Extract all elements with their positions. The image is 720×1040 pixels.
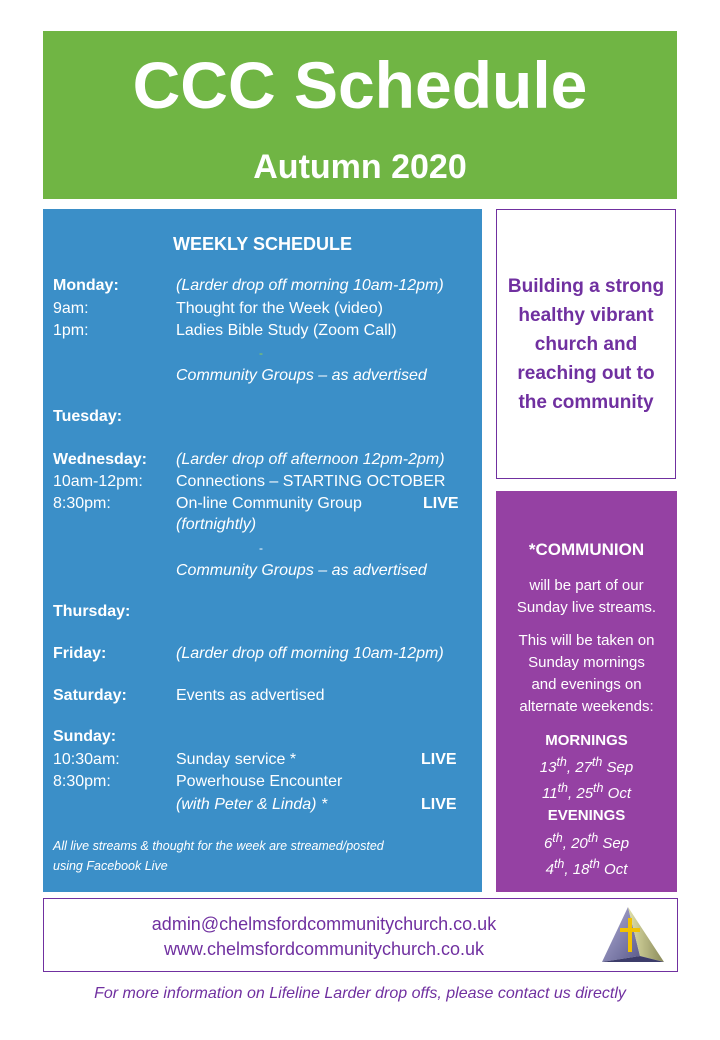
time-label: 8:30pm: [53,495,111,512]
schedule-item [53,471,478,493]
schedule-item [53,794,478,816]
monday-row [53,275,478,297]
evenings-heading: EVENINGS [547,807,626,824]
schedule-item [53,298,478,320]
website-link[interactable]: www.chelmsfordcommunitychurch.co.uk [163,939,485,959]
mornings-dates [496,752,677,804]
text-line: Sunday live streams. [516,599,657,616]
larder-note: (Larder drop off morning 10am-12pm) [176,645,444,662]
live-badge: LIVE [421,751,457,768]
saturday-row [53,685,478,707]
time-label: 10:30am: [53,751,120,768]
event-label: Sunday service * [176,751,297,768]
separator-dash: - [259,541,263,555]
weekly-schedule-heading: WEEKLY SCHEDULE [172,234,353,254]
live-badge: LIVE [421,796,457,813]
event-label: Thought for the Week (video) [176,300,383,317]
event-label: Ladies Bible Study (Zoom Call) [176,322,397,339]
larder-note: (Larder drop off afternoon 12pm-2pm) [176,451,445,468]
event-label: Powerhouse Encounter [176,773,343,790]
livestream-note-line: using Facebook Live [53,859,168,873]
frequency-label: (fortnightly) [176,516,257,533]
mission-statement-box [496,209,676,479]
event-label: Connections – STARTING OCTOBER [176,473,446,490]
day-label: Tuesday: [53,408,123,425]
event-label: (with Peter & Linda) * [176,796,328,813]
text-line: This will be taken on [518,632,655,649]
live-badge: LIVE [423,495,459,512]
event-label: On-line Community Group [176,495,362,512]
community-groups-label: Community Groups – as advertised [176,562,427,579]
schedule-item [53,771,478,793]
text-line: and evenings on [531,676,642,693]
separator-dash: - [259,346,263,360]
communion-title: *COMMUNION [528,540,645,559]
text-line: alternate weekends: [519,698,654,715]
day-label: Thursday: [53,603,131,620]
mission-statement: Building a strong healthy vibrant church and reaching out to the community [507,275,665,413]
sunday-row [53,726,478,748]
footer-note: For more information on Lifeline Larder drop offs, please contact us directly [94,985,626,1002]
community-groups-row [53,560,478,582]
livestream-note-line: All live streams & thought for the week are streamed/posted [53,839,384,853]
schedule-item [53,749,478,771]
time-label: 1pm: [53,322,89,339]
tuesday-row [53,406,478,428]
evenings-dates [496,828,677,880]
wednesday-row [53,449,478,471]
weekly-schedule-panel [43,209,482,892]
day-label: Wednesday: [53,451,147,468]
date-line: 6th, 20th Sep [543,831,630,852]
thursday-row [53,601,478,623]
page-title: CCC Schedule [132,48,588,122]
time-label: 8:30pm: [53,773,111,790]
date-line: 11th, 25th Oct [542,781,631,802]
community-groups-label: Community Groups – as advertised [176,367,427,384]
church-logo-icon [600,904,666,966]
text-line: will be part of our [529,577,644,594]
community-groups-row [53,365,478,387]
header-banner [43,31,677,199]
day-label: Friday: [53,645,107,662]
contact-box [43,898,678,972]
event-label: Events as advertised [176,687,325,704]
contact-email-link[interactable]: admin@chelmsfordcommunitychurch.co.uk [151,914,497,934]
day-label: Monday: [53,277,119,294]
communion-details [501,630,672,718]
livestream-note [53,836,463,876]
mornings-heading: MORNINGS [545,732,628,749]
schedule-item [53,320,478,342]
date-line: 4th, 18th Oct [545,857,628,878]
friday-row [53,643,478,665]
larder-note: (Larder drop off morning 10am-12pm) [176,277,444,294]
schedule-item-extra [53,514,478,536]
schedule-item [53,493,478,515]
communion-panel [496,491,677,892]
day-label: Sunday: [53,728,117,745]
page-subtitle: Autumn 2020 [253,148,467,186]
communion-intro [501,575,672,619]
date-line: 13th, 27th Sep [539,755,634,776]
day-label: Saturday: [53,687,127,704]
time-label: 9am: [53,300,89,317]
time-label: 10am-12pm: [53,473,143,490]
text-line: Sunday mornings [528,654,645,671]
